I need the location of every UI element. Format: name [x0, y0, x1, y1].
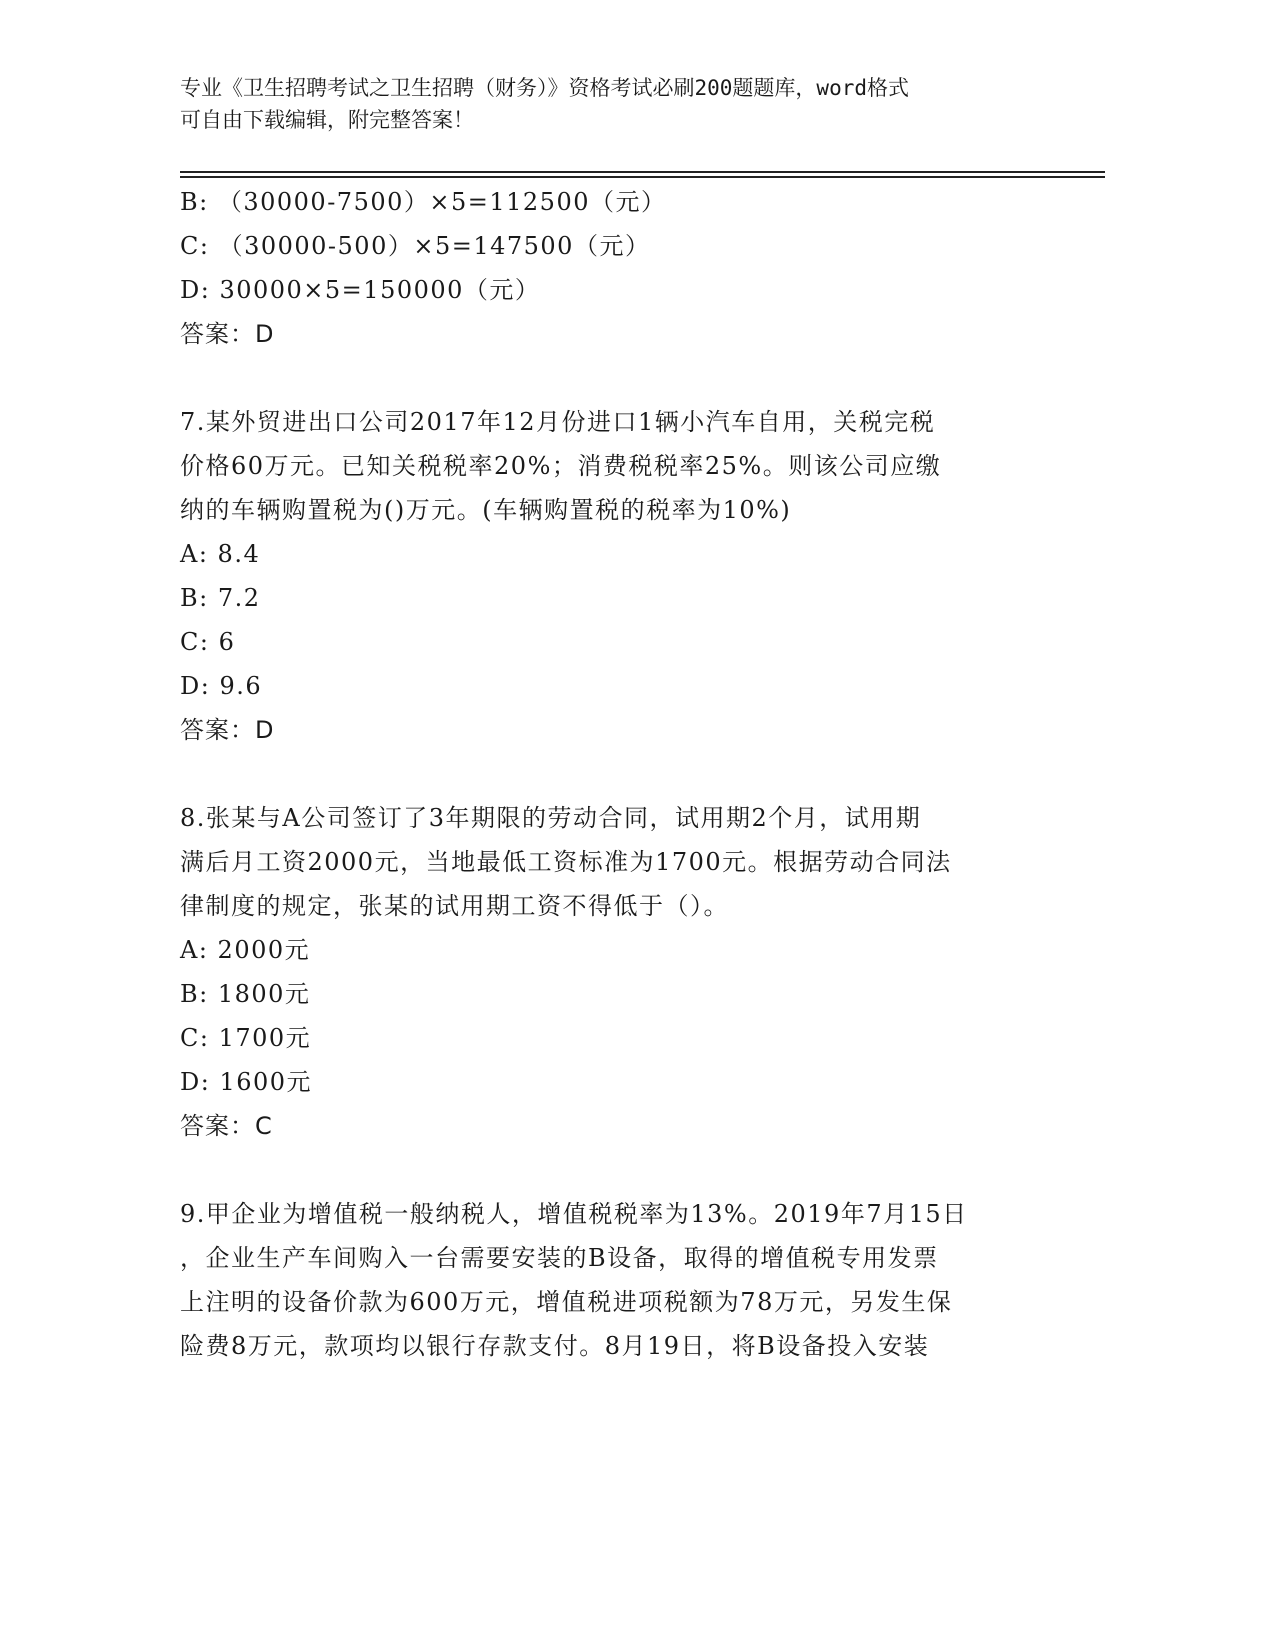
option-c: C: 1700元: [180, 1024, 312, 1052]
option-b: B: 7.2: [180, 584, 261, 612]
option-b: B: （30000-7500）×5=112500（元）: [180, 188, 667, 216]
option-c: C: （30000-500）×5=147500（元）: [180, 232, 651, 260]
option-a: A: 8.4: [180, 540, 261, 568]
question-stem-line: 7.某外贸进出口公司2017年12月份进口1辆小汽车自用，关税完税: [180, 408, 936, 436]
question-9: [180, 1192, 1040, 1368]
question-stem-line: 8.张某与A公司签订了3年期限的劳动合同，试用期2个月，试用期: [180, 804, 922, 832]
question-stem-line: 纳的车辆购置税为()万元。(车辆购置税的税率为10%): [180, 496, 792, 524]
question-stem-line: 满后月工资2000元，当地最低工资标准为1700元。根据劳动合同法: [180, 848, 952, 876]
header-rule-top: [180, 171, 1105, 173]
header-rule-bottom: [180, 176, 1105, 178]
question-stem-line: 9.甲企业为增值税一般纳税人，增值税税率为13%。2019年7月15日: [180, 1200, 968, 1228]
header-title-line-1: 专业《卫生招聘考试之卫生招聘（财务）》资格考试必刷200题题库，word格式: [180, 76, 909, 100]
answer: 答案：C: [180, 1112, 273, 1140]
question-stem-line: 价格60万元。已知关税税率20%；消费税税率25%。则该公司应缴: [180, 452, 942, 480]
question-stem-line: ，企业生产车间购入一台需要安装的B设备，取得的增值税专用发票: [180, 1244, 939, 1272]
option-a: A: 2000元: [180, 936, 311, 964]
question-6-tail: [180, 180, 1040, 356]
question-7: [180, 400, 1040, 752]
answer: 答案：D: [180, 716, 275, 744]
option-b: B: 1800元: [180, 980, 311, 1008]
answer: 答案：D: [180, 320, 275, 348]
option-d: D: 1600元: [180, 1068, 313, 1096]
option-d: D: 9.6: [180, 672, 263, 700]
question-content: [180, 180, 1040, 1368]
option-c: C: 6: [180, 628, 236, 656]
question-stem-line: 律制度的规定，张某的试用期工资不得低于（）。: [180, 892, 729, 920]
question-stem-line: 险费8万元，款项均以银行存款支付。8月19日，将B设备投入安装: [180, 1332, 930, 1360]
option-d: D: 30000×5=150000（元）: [180, 276, 541, 304]
header-title-line-2: 可自由下载编辑，附完整答案！: [180, 108, 474, 132]
document-header: [180, 72, 1080, 136]
question-stem-line: 上注明的设备价款为600万元，增值税进项税额为78万元，另发生保: [180, 1288, 953, 1316]
question-8: [180, 796, 1040, 1148]
